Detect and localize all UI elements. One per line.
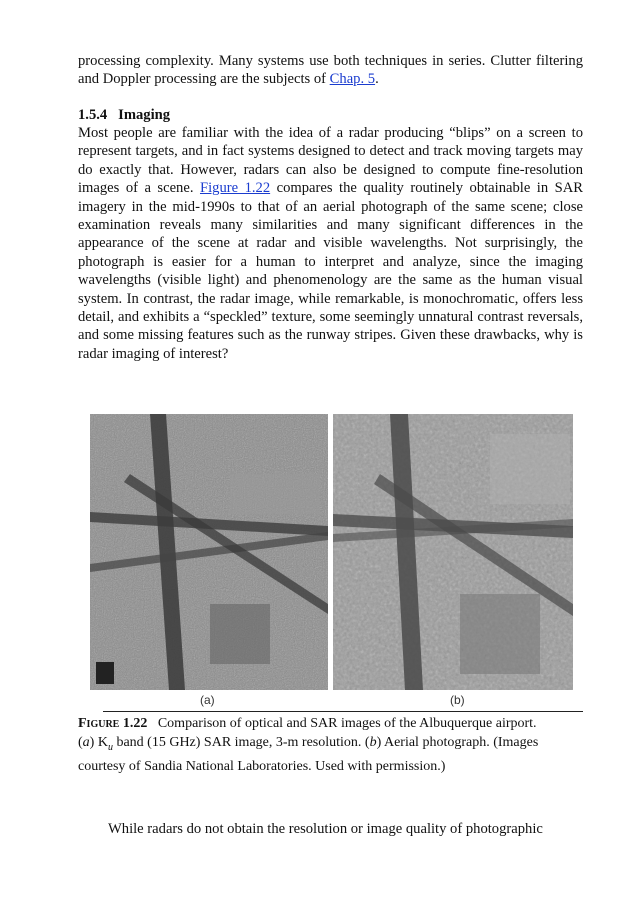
figure-rule (103, 711, 583, 712)
paragraph-imaging: Most people are familiar with the idea of a radar producing “blips” on a screen to represent targets, and in fact systems designed to detect and track moving targets may do exactly that. However, radars can also be designed to compute fine-resolution images of a scene. Figure 1.22 compares the quality routinely obtainable in SAR imagery in the mid-1990s to that of an aerial photograph of the same scene; close examination reveals many similarities and many significant differences in the appearance of the scene at radar and visible wavelengths. Not surprisingly, the photograph is easier for a human to interpret and analyze, since the imaging wavelengths (visible light) and phenomenology are the same as the human visual system. In contrast, the radar image, while remarkable, is monochromatic, offers less detail, and exhibits a “speckled” texture, some seemingly unnatural contrast reversals, and some missing features such as the runway stripes. Given these drawbacks, why is radar imaging of interest? (78, 125, 584, 362)
section-heading (78, 107, 170, 124)
figure-1-22-link[interactable]: Figure 1.22 (199, 180, 271, 197)
paragraph-radars-resolution: While radars do not obtain the resolution or image quality of photographic (108, 821, 543, 837)
aerial-photo-panel (333, 414, 573, 690)
paragraph-processing: processing complexity. Many systems use both techniques in series. Clutter filtering and Doppler processing are the subjects of Chap. 5. (78, 53, 583, 88)
caption-label: Figure 1.22 (78, 716, 148, 731)
sar-image-panel (90, 414, 328, 690)
chap5-link[interactable]: Chap. 5 (329, 71, 376, 88)
figure-sublabel-a: (a) (200, 693, 215, 707)
section-number: 1.5.4 (78, 107, 108, 123)
figure-caption: Figure 1.22 Comparison of optical and SAR images of the Albuquerque airport. (a) $K_u$ band (15 GHz) SAR image, 3-m resolution. (b) Aerial photograph. (Images courtesy of Sandia National Laboratories. Used with permission.) (78, 716, 539, 774)
figure-labels-row (90, 693, 573, 709)
figure-sublabel-b: (b) (450, 693, 465, 707)
section-title: Imaging (118, 107, 171, 123)
figure-1-22 (90, 414, 573, 690)
